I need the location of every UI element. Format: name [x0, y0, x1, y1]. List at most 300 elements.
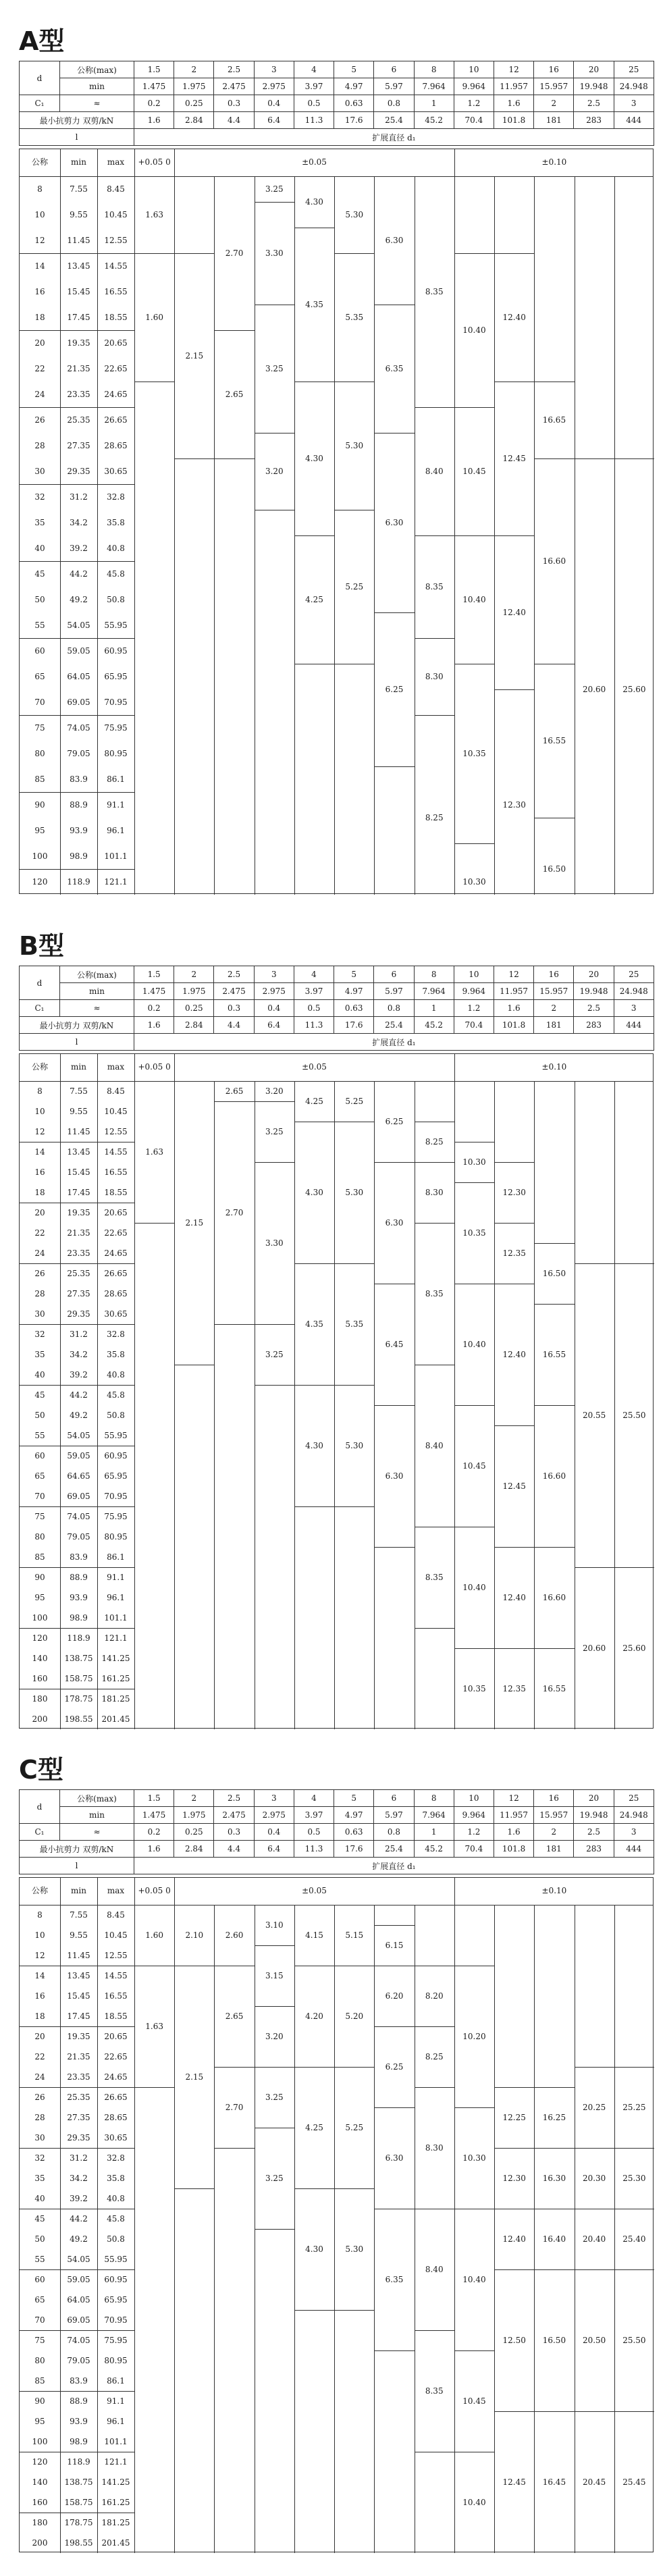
header-divider — [20, 1081, 653, 1082]
expand-diameter-value: 20.55 — [582, 1411, 606, 1420]
expand-diameter-value: 16.55 — [542, 1350, 566, 1359]
row-max-length: 181.25 — [101, 1694, 130, 1704]
row-nominal-length: 95 — [34, 826, 45, 835]
d-label: d — [20, 61, 60, 95]
cell-boundary — [134, 1223, 174, 1224]
row-min-length: 44.2 — [70, 569, 88, 579]
row-nominal-length: 80 — [34, 749, 45, 758]
expand-diameter-value: 4.30 — [305, 197, 323, 207]
row-max-length: 18.55 — [104, 1188, 128, 1197]
section-1 — [0, 925, 665, 1735]
expand-diameter-value: 2.65 — [225, 390, 244, 399]
row-group-divider — [20, 1263, 134, 1264]
row-l — [20, 129, 654, 146]
expand-diameter-value: 4.30 — [305, 1188, 323, 1197]
expand-diameter-value: 3.25 — [265, 364, 284, 373]
c1-value: 0.4 — [254, 1000, 294, 1017]
c1-value: 0.3 — [214, 1000, 254, 1017]
tolerance-tol2: ±0.05 — [302, 1062, 327, 1072]
row-nominal-length: 75 — [34, 1512, 45, 1521]
c1-value: 0.63 — [334, 1000, 374, 1017]
expand-diameter-value: 3.20 — [265, 467, 284, 476]
row-min-length: 93.9 — [70, 1593, 88, 1602]
row-nominal-length: 16 — [34, 287, 45, 296]
grid-vline — [294, 1081, 295, 1729]
row-min-length: 49.2 — [70, 1411, 88, 1420]
expand-diameter-value: 25.60 — [622, 1644, 646, 1653]
expand-diameter-value: 12.35 — [502, 1684, 526, 1693]
tolerance-divider — [454, 1054, 455, 1081]
row-min-length: 27.35 — [67, 2113, 90, 2122]
min-value: 5.97 — [374, 1807, 414, 1824]
cell-boundary — [575, 2269, 614, 2270]
expand-diameter-value: 3.30 — [265, 248, 284, 258]
expand-diameter-value: 3.20 — [265, 2032, 284, 2041]
row-max-length: 96.1 — [107, 826, 125, 835]
shear-value: 2.84 — [174, 1841, 214, 1858]
cell-boundary — [614, 2067, 654, 2068]
row-min-length: 15.45 — [67, 287, 90, 296]
row-nominal-length: 200 — [32, 1714, 48, 1724]
nominal-value: 12 — [494, 966, 533, 983]
c1-value: 1 — [414, 1000, 454, 1017]
grid-vline — [534, 1905, 535, 2553]
approx-label: ≈ — [60, 1824, 134, 1841]
expand-diameter-value: 4.25 — [305, 595, 323, 604]
row-nominal-length: 70 — [34, 2315, 45, 2325]
row-min-length: 79.05 — [67, 1532, 90, 1542]
row-max-length: 161.25 — [101, 2498, 130, 2507]
shear-value: 45.2 — [414, 1841, 454, 1858]
min-value: 19.948 — [574, 78, 614, 95]
cell-boundary — [214, 1324, 254, 1325]
expand-diameter-value: 8.35 — [425, 2386, 444, 2396]
row-nominal-length: 65 — [34, 672, 45, 681]
row-min-length: 39.2 — [70, 2194, 88, 2203]
row-min-length: 69.05 — [67, 698, 90, 707]
cell-boundary — [174, 458, 214, 459]
expand-diameter-value: 6.35 — [385, 364, 404, 373]
row-nominal-length: 18 — [34, 2012, 45, 2021]
row-max-length: 70.95 — [104, 698, 128, 707]
expand-diameter-value: 2.70 — [225, 2103, 244, 2112]
row-min-length: 83.9 — [70, 1552, 88, 1562]
row-nominal-length: 18 — [34, 1188, 45, 1197]
grid-vline — [174, 1081, 175, 1729]
row-nominal-length: 32 — [34, 2153, 45, 2163]
grid-vline — [294, 1905, 295, 2553]
cell-boundary — [575, 2148, 614, 2149]
cell-boundary — [494, 689, 534, 690]
expand-diameter-value: 16.55 — [542, 736, 566, 745]
row-max-length: 32.8 — [107, 1330, 125, 1339]
cell-boundary — [255, 1945, 294, 1946]
expand-diameter-value: 2.70 — [225, 1208, 244, 1217]
cell-boundary — [374, 2350, 414, 2351]
shear-value: 70.4 — [454, 112, 494, 129]
cell-boundary — [255, 2229, 294, 2230]
expand-diameter-value: 5.35 — [345, 313, 364, 322]
expand-diameter-value: 8.25 — [425, 1137, 444, 1147]
row-nominal — [20, 966, 654, 983]
row-max-length: 12.55 — [104, 1127, 128, 1136]
row-min-length: 31.2 — [70, 492, 88, 502]
min-value: 15.957 — [534, 78, 574, 95]
row-max-length: 65.95 — [104, 672, 128, 681]
expand-diameter-value: 2.60 — [225, 1930, 244, 1940]
expand-diameter-value: 25.45 — [622, 2477, 646, 2487]
row-shear — [20, 1841, 654, 1858]
row-max-length: 12.55 — [104, 1951, 128, 1960]
row-nominal-length: 20 — [34, 338, 45, 348]
cell-boundary — [575, 2067, 614, 2068]
min-value: 1.975 — [174, 1807, 214, 1824]
cell-boundary — [454, 253, 494, 254]
row-nominal-length: 120 — [32, 1633, 48, 1643]
shear-value: 181 — [534, 112, 574, 129]
cell-boundary — [294, 2310, 334, 2311]
row-max-length: 26.65 — [104, 2093, 128, 2102]
expand-diameter-value: 6.25 — [385, 1117, 404, 1126]
row-min-length: 13.45 — [67, 1971, 90, 1980]
cell-boundary — [294, 1385, 334, 1386]
expand-diameter-value: 2.65 — [225, 1086, 244, 1096]
row-nominal-length: 24 — [34, 2072, 45, 2082]
expand-diameter-value: 3.20 — [265, 1086, 284, 1096]
row-nominal-length: 70 — [34, 698, 45, 707]
shear-value: 444 — [614, 1017, 654, 1034]
row-max-length: 60.95 — [104, 2275, 128, 2284]
cell-boundary — [134, 2087, 174, 2088]
row-max-length: 8.45 — [107, 184, 125, 194]
nominal-value: 16 — [534, 1790, 574, 1807]
min-value: 3.97 — [294, 78, 334, 95]
row-min-length: 98.9 — [70, 1613, 88, 1623]
expand-diameter-value: 16.60 — [542, 556, 566, 566]
grid-vline — [214, 1905, 215, 2553]
row-nominal-length: 100 — [32, 1613, 48, 1623]
expand-diameter-value: 20.25 — [582, 2103, 606, 2112]
grid-vline — [614, 176, 615, 895]
row-min — [20, 78, 654, 95]
nominal-value: 10 — [454, 966, 494, 983]
cell-boundary — [374, 1405, 414, 1406]
row-nominal-length: 65 — [34, 2295, 45, 2305]
row-max-length: 26.65 — [104, 415, 128, 425]
row-min-length: 158.75 — [64, 1674, 93, 1683]
row-nominal-length: 160 — [32, 1674, 48, 1683]
expand-diameter-value: 25.60 — [622, 685, 646, 694]
row-nominal-length: 35 — [34, 518, 45, 527]
row-max-length: 35.8 — [107, 518, 125, 527]
row-max-length: 55.95 — [104, 621, 128, 630]
cell-boundary — [214, 2067, 254, 2068]
dimension-grid — [19, 1053, 654, 1729]
c1-value: 2 — [534, 1000, 574, 1017]
row-max-length: 24.65 — [104, 2072, 128, 2082]
expand-diameter-value: 6.30 — [385, 236, 404, 245]
row-max-length: 101.1 — [104, 851, 128, 861]
min-value: 2.475 — [214, 78, 254, 95]
row-group-divider — [20, 638, 134, 639]
c1-value: 0.2 — [134, 1000, 174, 1017]
expand-diameter-value: 5.25 — [345, 1097, 364, 1106]
cell-boundary — [294, 2067, 334, 2068]
row-min-length: 198.55 — [64, 2538, 93, 2548]
c1-value: 1 — [414, 95, 454, 112]
expand-diameter-value: 6.20 — [385, 1991, 404, 2001]
min-value: 9.964 — [454, 1807, 494, 1824]
row-nominal-length: 65 — [34, 1471, 45, 1481]
row-nominal-length: 120 — [32, 2457, 48, 2467]
grid-vline — [334, 1081, 335, 1729]
cell-boundary — [334, 1263, 374, 1264]
row-nominal-length: 90 — [34, 2396, 45, 2406]
shear-value: 101.8 — [494, 112, 533, 129]
cell-boundary — [494, 535, 534, 536]
cell-boundary — [334, 2067, 374, 2068]
shear-value: 181 — [534, 1017, 574, 1034]
row-max-length: 86.1 — [107, 774, 125, 784]
row-nominal-length: 35 — [34, 2174, 45, 2183]
expand-diameter-value: 16.50 — [542, 864, 566, 874]
row-max-length: 201.45 — [101, 1714, 130, 1724]
cell-boundary — [494, 1162, 534, 1163]
nominal-value: 25 — [614, 1790, 654, 1807]
nominal-value: 2.5 — [214, 61, 254, 78]
header-col_nom: 公称 — [31, 1886, 48, 1895]
expand-diameter-value: 10.35 — [462, 749, 486, 758]
row-min-length: 11.45 — [67, 1127, 90, 1136]
row-max-length: 24.65 — [104, 390, 128, 399]
row-max-length: 14.55 — [104, 1971, 128, 1980]
cell-boundary — [494, 2269, 534, 2270]
cell-boundary — [334, 1385, 374, 1386]
cell-boundary — [614, 1263, 654, 1264]
section-2 — [0, 1749, 665, 2559]
shear-value: 2.84 — [174, 1017, 214, 1034]
row-max-length: 161.25 — [101, 1674, 130, 1683]
shear-value: 70.4 — [454, 1841, 494, 1858]
row-nominal-length: 200 — [32, 2538, 48, 2548]
row-nominal-length: 160 — [32, 2498, 48, 2507]
row-nominal-length: 10 — [34, 210, 45, 219]
grid-vline — [214, 176, 215, 895]
grid-vline — [494, 1081, 495, 1729]
row-group-divider — [20, 1324, 134, 1325]
expand-diameter-value: 4.30 — [305, 2244, 323, 2254]
min-value: 9.964 — [454, 983, 494, 1000]
tolerance-tol1: +0.05 0 — [138, 157, 171, 167]
row-min-length: 54.05 — [67, 1431, 90, 1440]
row-max-length: 141.25 — [101, 2477, 130, 2487]
cell-boundary — [494, 1425, 534, 1426]
row-min-length: 44.2 — [70, 1390, 88, 1400]
cell-boundary — [494, 253, 534, 254]
row-min-length: 59.05 — [67, 646, 90, 656]
row-min-length: 23.35 — [67, 1248, 90, 1258]
row-nominal-length: 35 — [34, 1350, 45, 1359]
row-max-length: 121.1 — [104, 2457, 128, 2467]
tolerance-tol2: ±0.05 — [302, 157, 327, 167]
row-nominal-length: 8 — [37, 184, 43, 194]
tolerance-divider — [174, 1878, 175, 1905]
cell-boundary — [294, 535, 334, 536]
row-nominal-length: 26 — [34, 1269, 45, 1278]
shear-label: 最小抗剪力 双剪/kN — [20, 112, 134, 129]
row-max-length: 121.1 — [104, 1633, 128, 1643]
row-max-length: 18.55 — [104, 313, 128, 322]
row-nominal-length: 90 — [34, 1573, 45, 1582]
expand-diameter-value: 25.40 — [622, 2234, 646, 2244]
row-min-length: 118.9 — [67, 2457, 90, 2467]
cell-boundary — [415, 1628, 454, 1629]
row-nominal-length: 30 — [34, 1309, 45, 1319]
header-col_nom: 公称 — [31, 157, 48, 167]
row-min-length: 98.9 — [70, 851, 88, 861]
expand-diameter-value: 4.25 — [305, 2123, 323, 2132]
row-nominal — [20, 1790, 654, 1807]
row-min-length: 19.35 — [67, 1208, 90, 1217]
expand-diameter-value: 20.30 — [582, 2174, 606, 2183]
expand-diameter-value: 6.30 — [385, 1218, 404, 1228]
expand-diameter-value: 6.15 — [385, 1941, 404, 1950]
min-value: 2.975 — [254, 78, 294, 95]
c1-value: 2 — [534, 95, 574, 112]
spec-table — [19, 61, 654, 146]
shear-value: 11.3 — [294, 1017, 334, 1034]
cell-boundary — [494, 1648, 534, 1649]
row-nominal-length: 55 — [34, 1431, 45, 1440]
row-min-length: 15.45 — [67, 1991, 90, 2001]
row-max-length: 20.65 — [104, 1208, 128, 1217]
shear-value: 4.4 — [214, 112, 254, 129]
row-max-length: 22.65 — [104, 2052, 128, 2061]
cell-boundary — [214, 2148, 254, 2149]
expand-diameter-value: 2.15 — [185, 2072, 204, 2082]
nominal-value: 20 — [574, 61, 614, 78]
min-value: 24.948 — [614, 78, 654, 95]
shear-value: 17.6 — [334, 112, 374, 129]
row-max-length: 45.8 — [107, 1390, 125, 1400]
row-group-divider — [20, 715, 134, 716]
row-max-length: 24.65 — [104, 1248, 128, 1258]
row-max-length: 32.8 — [107, 2153, 125, 2163]
row-min-length: 7.55 — [70, 184, 88, 194]
c1-value: 2.5 — [574, 1000, 614, 1017]
expand-diameter-value: 5.30 — [345, 2244, 364, 2254]
row-min-length: 64.65 — [67, 1471, 90, 1481]
row-min-length: 11.45 — [67, 236, 90, 245]
nominal-value: 2 — [174, 61, 214, 78]
shear-value: 25.4 — [374, 112, 414, 129]
tolerance-divider — [174, 1054, 175, 1081]
row-nominal-length: 10 — [34, 1930, 45, 1940]
expand-diameter-value: 25.50 — [622, 1411, 646, 1420]
expand-diameter-value: 5.35 — [345, 1319, 364, 1329]
expand-diameter-value: 4.30 — [305, 1441, 323, 1450]
row-min-length: 98.9 — [70, 2437, 88, 2446]
row-nominal-length: 12 — [34, 1127, 45, 1136]
row-group-divider — [20, 1506, 134, 1507]
c1-value: 0.8 — [374, 1000, 414, 1017]
cell-boundary — [575, 2411, 614, 2412]
cell-boundary — [415, 715, 454, 716]
grid-vline — [174, 176, 175, 895]
cell-boundary — [614, 458, 654, 459]
row-min-length: 138.75 — [64, 1654, 93, 1663]
row-group-divider — [20, 1628, 134, 1629]
expand-diameter-value: 20.40 — [582, 2234, 606, 2244]
d-label: d — [20, 1790, 60, 1824]
row-max-length: 20.65 — [104, 2032, 128, 2041]
expand-diameter-value: 8.40 — [425, 1441, 444, 1450]
row-max-length: 101.1 — [104, 2437, 128, 2446]
expand-diameter-value: 20.50 — [582, 2336, 606, 2345]
shear-value: 6.4 — [254, 112, 294, 129]
cell-boundary — [614, 1567, 654, 1568]
row-min-length: 21.35 — [67, 1228, 90, 1238]
header-col_max: max — [107, 157, 125, 167]
shear-value: 4.4 — [214, 1841, 254, 1858]
tolerance-tol2: ±0.05 — [302, 1886, 327, 1895]
d-label: d — [20, 966, 60, 1000]
row-min-length: 74.05 — [67, 2336, 90, 2345]
cell-boundary — [415, 535, 454, 536]
row-min-length: 7.55 — [70, 1086, 88, 1096]
expand-diameter-value: 8.35 — [425, 1573, 444, 1582]
expand-diameter-value: 3.25 — [265, 2093, 284, 2102]
expand-diameter-value: 12.45 — [502, 2477, 526, 2487]
cell-boundary — [334, 2188, 374, 2189]
row-nominal-length: 45 — [34, 1390, 45, 1400]
l-label: l — [20, 1034, 134, 1051]
expand-diameter-value: 6.45 — [385, 1340, 404, 1349]
row-nominal-length: 8 — [37, 1086, 43, 1096]
expand-diameter-value: 20.60 — [582, 685, 606, 694]
expand-diameter-value: 16.60 — [542, 1593, 566, 1602]
row-max-length: 201.45 — [101, 2538, 130, 2548]
row-min-length: 21.35 — [67, 364, 90, 373]
cell-boundary — [534, 1405, 574, 1406]
spec-table — [19, 966, 654, 1051]
row-shear — [20, 1017, 654, 1034]
row-min — [20, 1807, 654, 1824]
nominal-value: 3 — [254, 1790, 294, 1807]
row-min-length: 93.9 — [70, 826, 88, 835]
expand-diameter-value: 8.35 — [425, 582, 444, 592]
row-min-length: 19.35 — [67, 338, 90, 348]
expand-diameter-value: 20.60 — [582, 1644, 606, 1653]
row-nominal-length: 95 — [34, 2417, 45, 2426]
c1-value: 3 — [614, 1000, 654, 1017]
cell-boundary — [334, 1506, 374, 1507]
dimension-grid — [19, 149, 654, 894]
row-min-length: 79.05 — [67, 749, 90, 758]
row-min-length: 15.45 — [67, 1167, 90, 1177]
row-max-length: 30.65 — [104, 2133, 128, 2143]
row-nominal-length: 85 — [34, 2376, 45, 2386]
row-max-length: 96.1 — [107, 2417, 125, 2426]
row-max-length: 70.95 — [104, 1492, 128, 1501]
row-max-length: 18.55 — [104, 2012, 128, 2021]
row-min-length: 54.05 — [67, 621, 90, 630]
expand-diameter-value: 1.63 — [145, 2022, 163, 2031]
expand-diameter-value: 12.30 — [502, 1188, 526, 1197]
cell-boundary — [134, 253, 174, 254]
c1-label: C₁ — [20, 1824, 60, 1841]
dimension-grid — [19, 1877, 654, 2552]
